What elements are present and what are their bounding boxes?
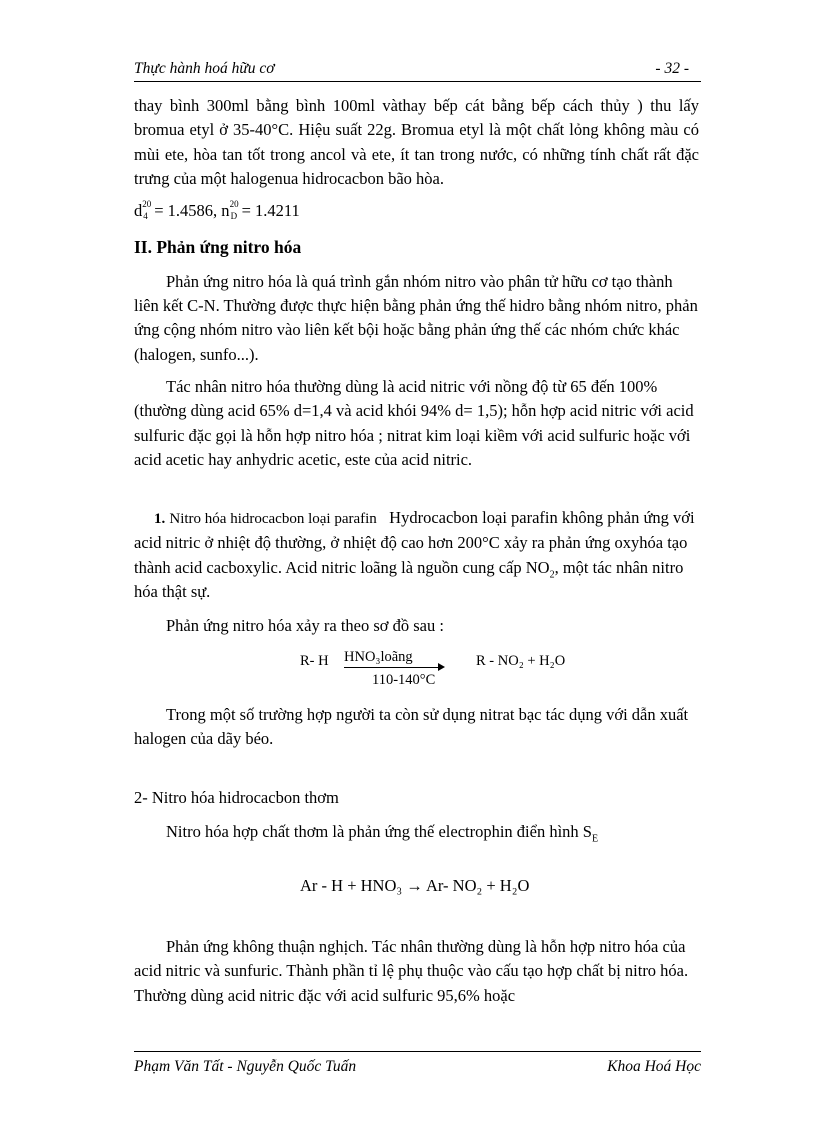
page-header	[134, 60, 701, 78]
header-rule	[134, 81, 701, 82]
page-footer	[134, 1058, 701, 1076]
page-body	[134, 94, 699, 639]
section-heading-ii: II. Phản ứng nitro hóa	[134, 237, 302, 258]
subsection-1-title: Nitro hóa hidrocacbon loại parafin	[169, 511, 377, 528]
physical-constants: d 20 4 = 1.4586, n 20 D = 1.4211	[134, 199, 300, 222]
subsection-1: 1. Nitro hóa hidrocacbon loại parafin Hydrocacbon loại parafin không phản ứng với acid nitric ở nhiệt độ thường, ở nhiệt độ cao hơn 200°C xảy ra phản ứng oxyhóa tạo thành acid cacboxylic. Acid nitric loãng là nguồn cung cấp $NO_2$, một tác nhân nitro hóa thật sự.	[134, 508, 695, 602]
footer-rule	[134, 1051, 701, 1052]
subsection-2-title: 2- Nitro hóa hidrocacbon thơm	[134, 787, 339, 807]
page-number: - 32 -	[655, 60, 689, 77]
header-title: Thực hành hoá hữu cơ	[134, 60, 275, 77]
page-body-lower	[134, 703, 699, 844]
footer-department: Khoa Hoá Học	[607, 1058, 701, 1075]
footer-authors: Phạm Văn Tất - Nguyễn Quốc Tuấn	[134, 1058, 357, 1075]
paragraph-6: Nitro hóa hợp chất thơm là phản ứng thế electrophin điển hình $S_E$	[166, 821, 599, 845]
paragraph-3: Tác nhân nitro hóa thường dùng là acid nitric với nồng độ từ 65 đến 100% (thường dùng acid 65% d=1,4 và acid khói 94% d= 1,5); hỗn hợp acid nitric với acid sulfuric đặc gọi là hỗn hợp nitro hóa ; nitrat kim loại kiềm với acid sulfuric hoặc với acid acetic hay anhydric acetic, este của acid nitric.	[134, 376, 694, 469]
paragraph-2: Phản ứng nitro hóa là quá trình gắn nhóm nitro vào phân tử hữu cơ tạo thành liên kết C-N. Thường được thực hiện bằng phản ứng thế hidro bằng nhóm nitro, phản ứng cộng nhóm nitro vào liên kết bội hoặc bằng phản ứng thế các nhóm chức khác (halogen, sunfo...).	[134, 271, 698, 364]
reaction-equation-1: R- H HNO₃loãng 110-140°C R - NO₂ + H₂O	[300, 649, 566, 688]
paragraph-4: Phản ứng nitro hóa xảy ra theo sơ đồ sau :	[166, 616, 444, 636]
page-body-bottom	[134, 935, 699, 1008]
paragraph-5: Trong một số trường hợp người ta còn sử dụng nitrat bạc tác dụng với dẫn xuất halogen của dãy béo.	[134, 705, 689, 749]
reaction-arrow	[344, 667, 439, 668]
reaction-equation-2: Ar - H + HNO₃ → Ar- NO₂ + H₂O	[300, 876, 530, 895]
paragraph-1: thay bình 300ml bằng bình 100ml vàthay bếp cát bằng bếp cách thủy ) thu lấy bromua etyl ở 35-40°C. Hiệu suất 22g. Bromua etyl là một chất lỏng không màu có mùi ete, hòa tan tốt trong ancol và ete, ít tan trong nước, có những tính chất rất đặc trưng của một halogenua hidrocacbon bão hòa.	[134, 96, 699, 188]
paragraph-7: Phản ứng không thuận nghịch. Tác nhân thường dùng là hỗn hợp nitro hóa của acid nitric và sunfuric. Thành phần tỉ lệ phụ thuộc vào cấu tạo hợp chất bị nitro hóa. Thường dùng acid nitric đặc với acid sulfuric 95,6% hoặc	[134, 937, 689, 1005]
